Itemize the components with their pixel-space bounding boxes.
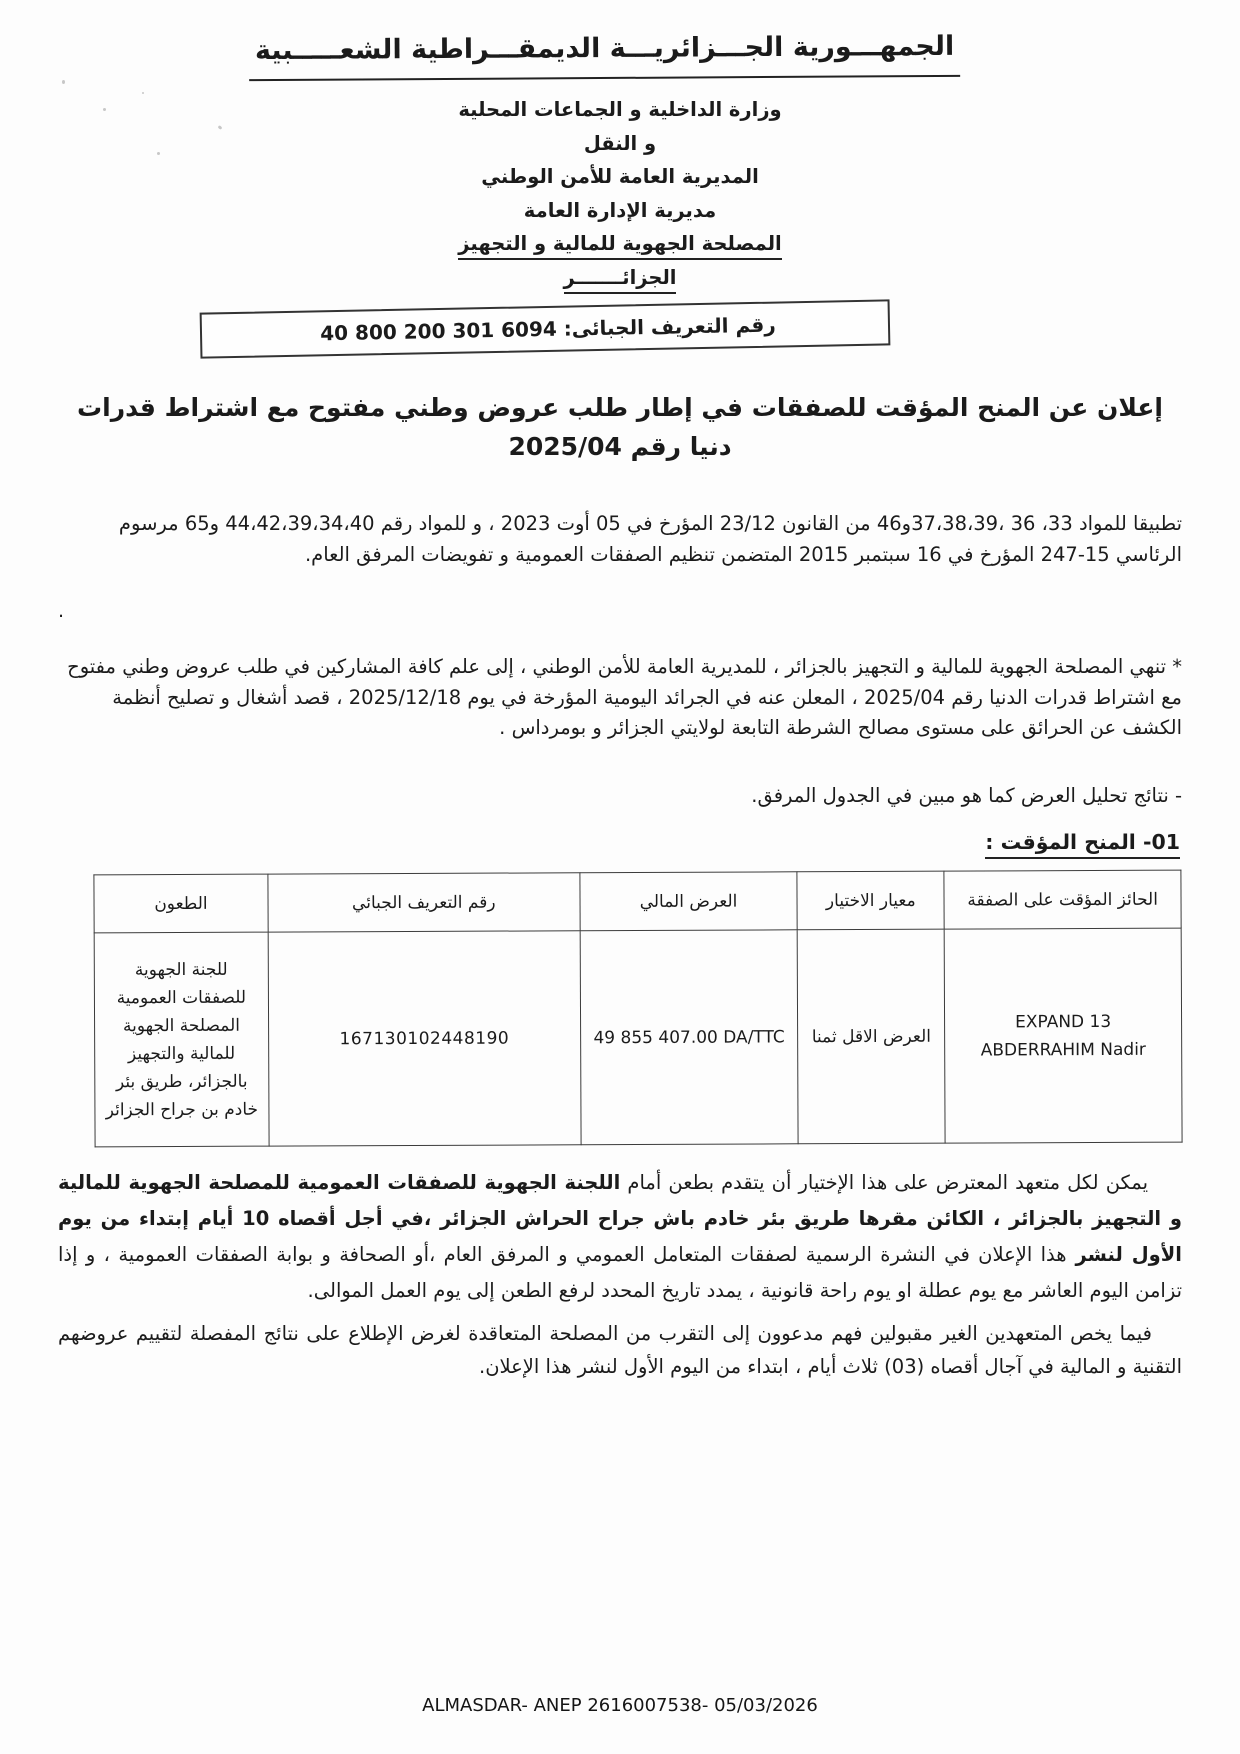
announcement-paragraph: * تنهي المصلحة الجهوية للمالية و التجهيز بالجزائر ، للمديرية العامة للأمن الوطني ، إلى علم كافة المشاركين في طلب عروض وطني مفتوح مع اشتراط قدرات الدنيا رقم 2025/04 ، المعلن عنه في الجرائد اليومية المؤرخة في يوم 2025/12/18 ، قصد أشغال و تصليح أنظمة الكشف عن الحرائق على مستوى مصالح الشرطة التابعة لولايتي الجزائر و بومرداس . — [67, 655, 1182, 739]
announcement-title-line2: دنيا رقم 2025/04 — [508, 432, 732, 461]
regional-service-line: المصلحة الجهوية للمالية و التجهيز — [58, 227, 1182, 261]
cell-selection-criterion: العرض الاقل ثمنا — [798, 929, 946, 1144]
tax-id-number: 40 800 200 301 6094 — [320, 316, 558, 346]
general-administration-line: مديرية الإدارة العامة — [523, 198, 717, 222]
header-tax-id: رقم التعريف الجبائي — [268, 872, 580, 931]
announcement-title — [58, 388, 1182, 466]
cell-financial-offer: 49 855 407.00 DA/TTC — [580, 929, 799, 1144]
cell-provisional-holder — [944, 928, 1182, 1143]
ministry-line-transport: و النقل — [583, 131, 657, 155]
scan-speck — [62, 80, 65, 84]
scan-speck — [142, 92, 144, 94]
issuing-authority-block — [58, 93, 1182, 294]
appeal-procedure-paragraph — [58, 1165, 1182, 1309]
dgsn-line: المديرية العامة للأمن الوطني — [481, 165, 759, 188]
header-selection-criterion: معيار الاختيار — [797, 871, 944, 930]
tax-id-label: رقم التعريف الجبائى: — [563, 312, 776, 341]
header-provisional-holder: الحائز المؤقت على الصفقة — [944, 870, 1181, 929]
award-table-header-row — [94, 870, 1181, 933]
cell-tax-id: 167130102448190 — [268, 930, 581, 1145]
legal-basis-paragraph: تطبيقا للمواد 33، 36 ،37،38،39و46 من القانون 23/12 المؤرخ في 05 أوت 2023 ، و للمواد رقم 44،42،39،34،40 و65 مرسوم الرئاسي 15-247 المؤرخ في 16 سبتمبر 2015 المتضمن تنظيم الصفقات العمومية و تفويضات المرفق العام. — [118, 512, 1182, 566]
appeal-seg-2-committee: اللجنة الجهوية للصفقات العمومية للمصلحة الجهوية للمالية و التجهيز بالجزائر ، الكائن مقرها طريق بئر خادم باش جراح الحراش الجزائر ، — [58, 1170, 1182, 1230]
cell-appeals: للجنة الجهوية للصفقات العمومية المصلحة الجهوية للمالية والتجهيز بالجزائر، طريق بئر خادم بن جراح الجزائر — [94, 932, 269, 1147]
header-appeals: الطعون — [94, 874, 268, 933]
country-title — [58, 26, 1152, 79]
tax-id-box — [200, 299, 891, 358]
stray-dot-artifact: . — [58, 600, 65, 622]
anep-reference-footer: ALMASDAR- ANEP 2616007538- 05/03/2026 — [422, 1695, 818, 1716]
holder-person: ABDERRAHIM Nadir — [980, 1038, 1146, 1060]
scan-speck — [157, 152, 160, 155]
header-financial-offer: العرض المالي — [580, 871, 798, 930]
algiers-line: الجزائـــــــر — [58, 261, 1182, 295]
announcement-title-line1: إعلان عن المنح المؤقت للصفقات في إطار طلب عروض وطني مفتوح مع اشتراط قدرات — [77, 393, 1163, 422]
appeal-seg-3-deadline: في أجل أقصاه 10 أيام إبتداء من يوم الأول لنشر — [58, 1206, 1182, 1266]
holder-company: EXPAND 13 — [1015, 1010, 1112, 1032]
results-note: - نتائج تحليل العرض كما هو مبين في الجدول المرفق. — [751, 783, 1182, 807]
award-table — [93, 869, 1182, 1147]
provisional-award-heading: 01- المنح المؤقت : — [58, 827, 1180, 857]
appeal-seg-1: يمكن لكل متعهد المعترض على هذا الإختيار أن يتقدم بطعن أمام — [620, 1170, 1149, 1194]
country-title-text: الجمهـــورية الجـــزائريـــة الديمقـــراطية الشعـــــبية — [249, 24, 961, 81]
award-table-row — [94, 928, 1182, 1147]
rejected-bidders-paragraph: فيما يخص المتعهدين الغير مقبولين فهم مدعوون إلى التقرب من المصلحة المتعاقدة لغرض الإطلاع على نتائج المفصلة لتقييم عروضهم التقنية و المالية في آجال أقصاه (03) ثلاث أيام ، ابتداء من اليوم الأول لنشر هذا الإعلان. — [58, 1321, 1182, 1378]
scan-speck — [103, 108, 106, 111]
ministry-line: وزارة الداخلية و الجماعات المحلية — [458, 98, 782, 121]
appeal-seg-4: هذا الإعلان في النشرة الرسمية لصفقات المتعامل العمومي و المرفق العام ،أو الصحافة و بوابة الصفقات العمومية ، و إذا تزامن اليوم العاشر مع يوم عطلة او يوم راحة قانونية ، يمدد تاريخ المحدد لرفع الطعن إلى يوم العمل الموالى. — [58, 1242, 1182, 1302]
